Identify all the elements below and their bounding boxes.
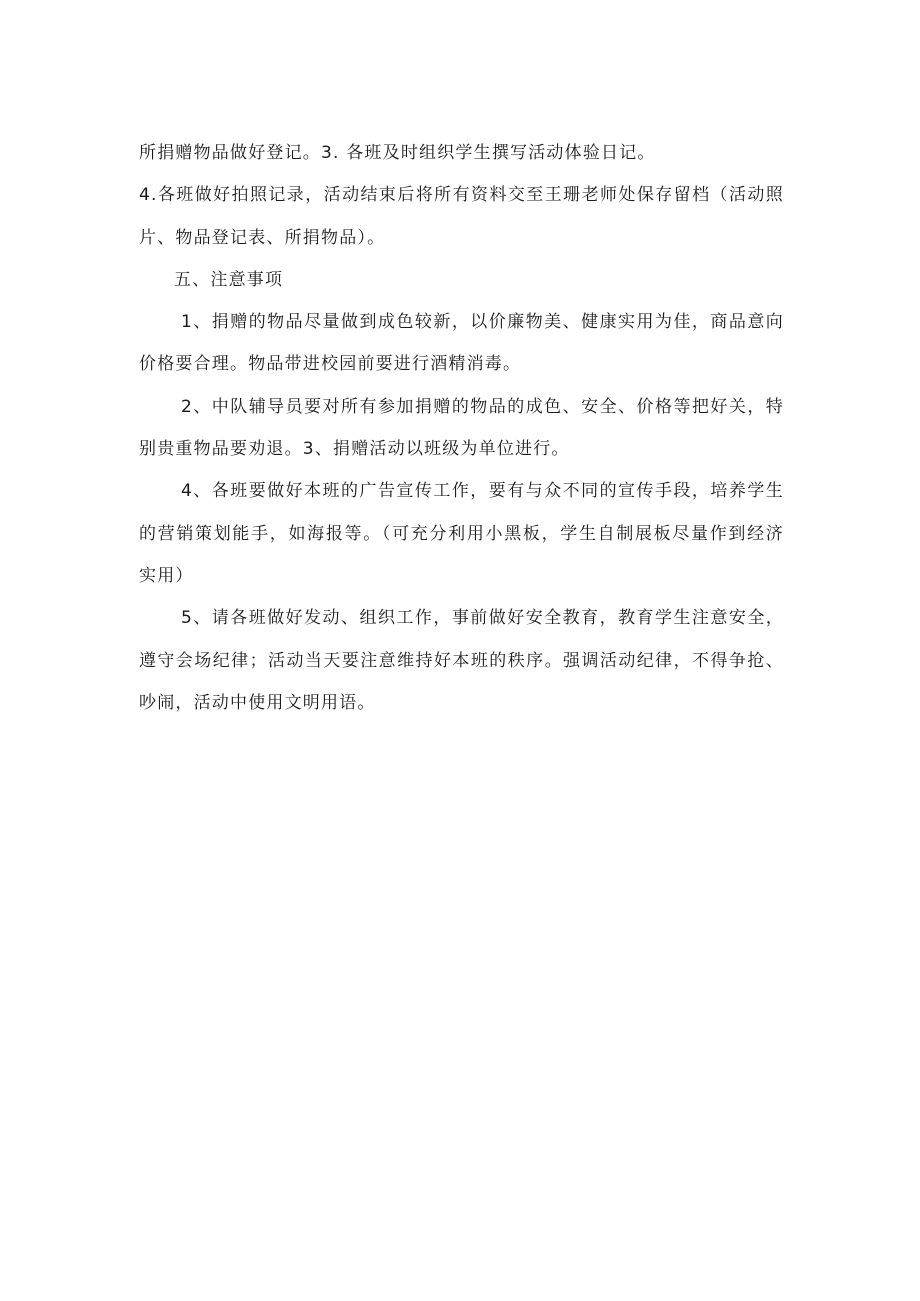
paragraph-note-4: 4、各班要做好本班的广告宣传工作，要有与众不同的宣传手段，培养学生的营销策划能手，如海报等。（可充分利用小黑板，学生自制展板尽量作到经济实用）: [139, 481, 784, 586]
paragraph-photo-record: 4.各班做好拍照记录，活动结束后将所有资料交至王珊老师处保存留档（活动照片、物品登记表、所捐物品）。: [139, 185, 784, 248]
paragraph-note-1: 1、捐赠的物品尽量做到成色较新，以价廉物美、健康实用为佳，商品意向价格要合理。物品带进校园前要进行酒精消毒。: [139, 312, 784, 375]
paragraph-note-2: 2、中队辅导员要对所有参加捐赠的物品的成色、安全、价格等把好关，特别贵重物品要劝退。3、捐赠活动以班级为单位进行。: [139, 396, 784, 460]
paragraph-registration: 所捐赠物品做好登记。3. 各班及时组织学生撰写活动体验日记。: [139, 143, 656, 163]
document-body: [139, 132, 784, 724]
paragraph-note-5: 5、请各班做好发动、组织工作，事前做好安全教育，教育学生注意安全，遵守会场纪律；活动当天要注意维持好本班的秩序。强调活动纪律，不得争抢、吵闹，活动中使用文明用语。: [139, 608, 784, 713]
section-heading-notes: 五、注意事项: [174, 269, 284, 290]
